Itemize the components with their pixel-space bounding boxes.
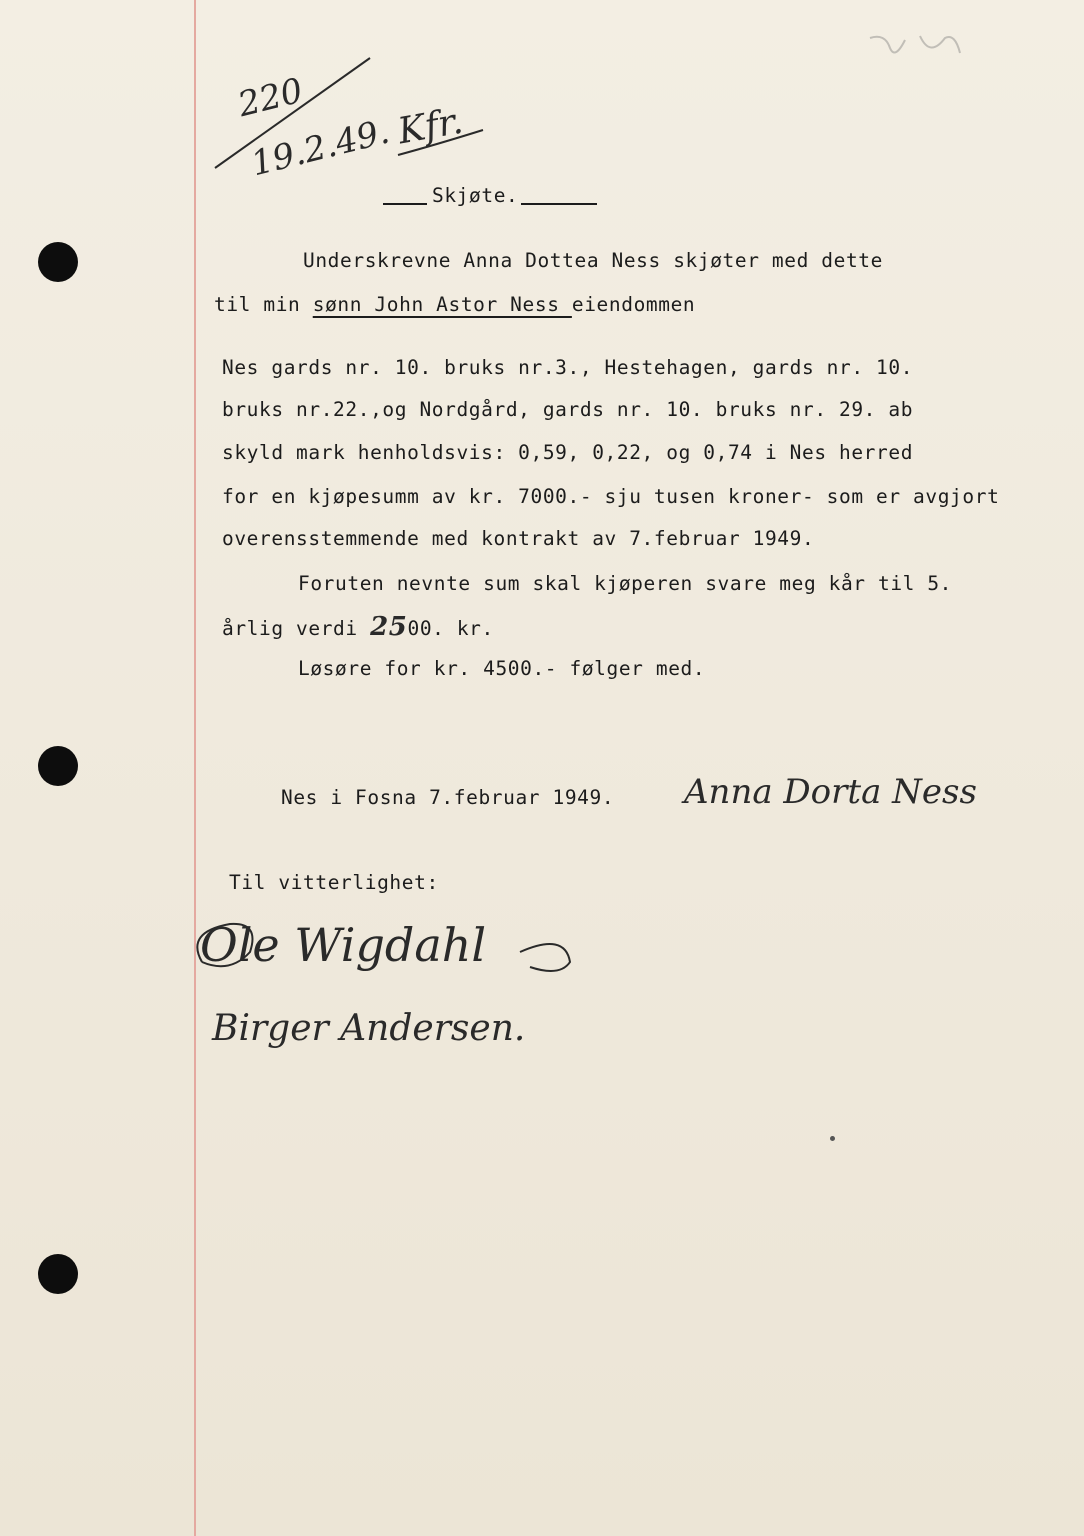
margin-note-date: 19.2.49. xyxy=(247,111,394,185)
place-date: Nes i Fosna 7.februar 1949. xyxy=(281,786,615,809)
body-line-9 xyxy=(222,614,494,640)
margin-note-number: 220 xyxy=(234,70,307,126)
title-rule-left xyxy=(383,203,427,205)
punch-hole-bottom xyxy=(38,1254,78,1294)
body-line-2 xyxy=(214,295,695,315)
punch-hole-middle xyxy=(38,746,78,786)
body-line-10: Løsøre for kr. 4500.- følger med. xyxy=(298,657,706,680)
initials-flourish xyxy=(395,125,490,165)
witness-signature-2: Birger Andersen. xyxy=(212,1008,526,1049)
body-line-3: Nes gards nr. 10. bruks nr.3., Hestehagen, gards nr. 10. xyxy=(222,356,914,379)
seller-signature: Anna Dorta Ness xyxy=(684,772,977,812)
witness-signature-1: Ole Wigdahl xyxy=(200,918,487,972)
body-line-1: Underskrevne Anna Dottea Ness skjøter med dette xyxy=(303,249,883,272)
title-rule-right xyxy=(521,203,597,205)
body-line-6: for en kjøpesumm av kr. 7000.- sju tusen kroner- som er avgjort xyxy=(222,485,1000,508)
margin-note-initials: Kfr. xyxy=(394,100,466,153)
witness-label: Til vitterlighet: xyxy=(229,871,439,894)
body-line-9-prefix: årlig verdi xyxy=(222,617,371,640)
body-line-8: Foruten nevnte sum skal kjøperen svare meg kår til 5. xyxy=(298,572,953,595)
body-line-7: overensstemmende med kontrakt av 7.februar 1949. xyxy=(222,527,815,550)
body-line-2-prefix: til min xyxy=(214,293,313,316)
body-line-9-suffix: 00. kr. xyxy=(407,617,494,640)
margin-rule xyxy=(194,0,196,1536)
body-line-4: bruks nr.22.,og Nordgård, gards nr. 10. bruks nr. 29. ab xyxy=(222,398,914,421)
margin-note-stroke xyxy=(210,50,380,180)
body-line-2-suffix: eiendommen xyxy=(571,293,696,316)
handwritten-amount: 25 xyxy=(370,612,408,642)
witness-signature-1-flourish xyxy=(190,912,580,982)
punch-hole-top xyxy=(38,242,78,282)
ink-speck xyxy=(830,1136,835,1141)
document-title: Skjøte. xyxy=(432,184,519,207)
body-line-5: skyld mark henholdsvis: 0,59, 0,22, og 0,74 i Nes herred xyxy=(222,441,914,464)
buyer-name: sønn John Astor Ness xyxy=(312,293,572,316)
corner-scribble xyxy=(860,28,970,68)
